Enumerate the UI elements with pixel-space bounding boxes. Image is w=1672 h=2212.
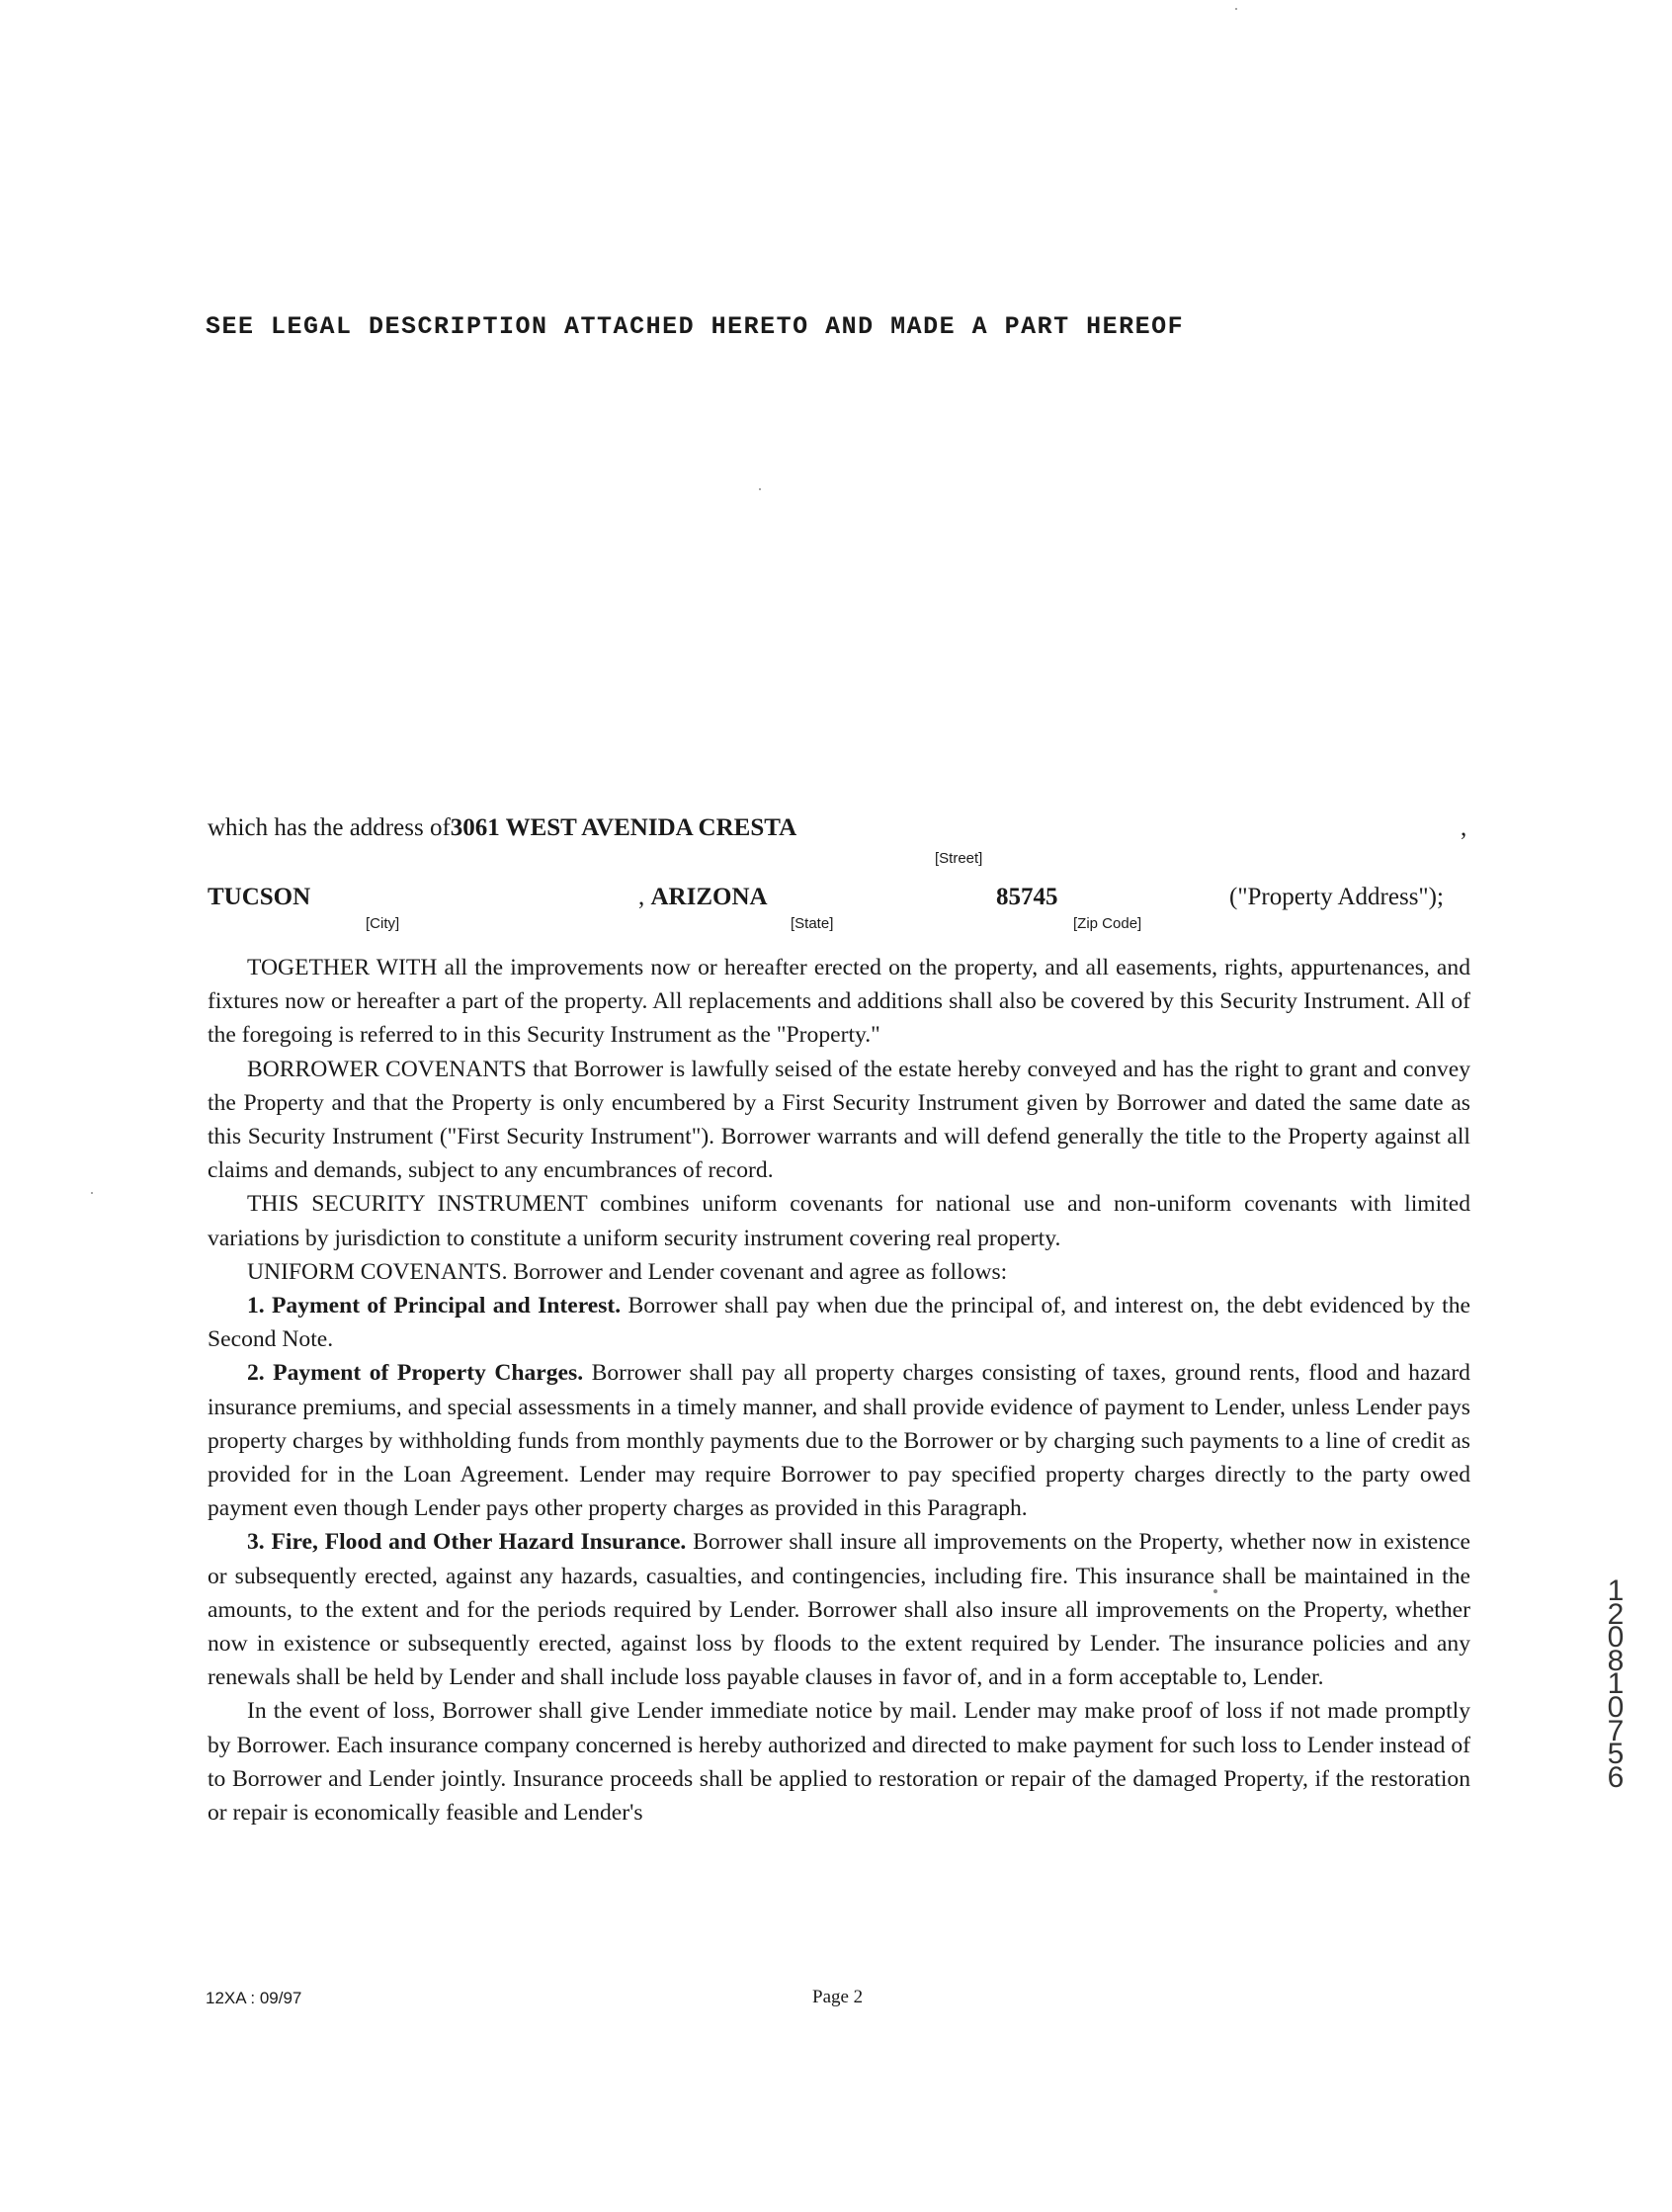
heading-hazard-insurance: 3. Fire, Flood and Other Hazard Insurance. <box>247 1529 687 1556</box>
recording-number: 12081 0756 <box>1607 1574 1625 1794</box>
heading-payment-principal: 1. Payment of Principal and Interest. <box>247 1293 622 1319</box>
form-code: 12XA : 09/97 <box>206 1989 302 2007</box>
legal-description-notice: SEE LEGAL DESCRIPTION ATTACHED HERETO AND MADE A PART HEREOF <box>206 312 1185 341</box>
paragraph-property-charges: 2. Payment of Property Charges. Borrower shall pay all property charges consisting of taxes, ground rents, flood and hazard insurance premiums, and special assessments in a timely manner, and shall provide evidence of payment to Lender, unless Lender pays property charges by withholding funds from monthly payments due to the Borrower or by charging such payments to a line of credit as provided for in the Loan Agreement. Lender may require Borrower to pay specified property charges directly to the party owed payment even though Lender pays other property charges as provided in this Paragraph. <box>208 1360 1470 1522</box>
state: ARIZONA <box>650 884 768 910</box>
paragraph-security-instrument: THIS SECURITY INSTRUMENT combines uniform covenants for national use and non-uniform covenants with limited variations by jurisdiction to constitute a uniform security instrument covering real property. <box>208 1191 1470 1251</box>
street-caption: [Street] <box>935 850 983 867</box>
zip-caption: [Zip Code] <box>1073 915 1142 932</box>
heading-property-charges: 2. Payment of Property Charges. <box>247 1360 584 1387</box>
scan-speck <box>1213 1589 1217 1593</box>
city: TUCSON <box>208 884 311 910</box>
street-trailing-comma: , <box>1461 814 1467 841</box>
paragraph-uniform-covenants: UNIFORM COVENANTS. Borrower and Lender covenant and agree as follows: <box>247 1258 1008 1285</box>
address-prefix-line <box>208 814 796 842</box>
covenants-body <box>208 951 1470 1829</box>
paragraph-together-with: TOGETHER WITH all the improvements now or hereafter erected on the property, and all easements, rights, appurtenances, and fixtures now or hereafter a part of the property. All replacements and additions shall also be covered by this Security Instrument. All of the foregoing is referred to in this Security Instrument as the "Property." <box>208 955 1470 1049</box>
state-separator: , ARIZONA <box>638 884 768 910</box>
property-address-designation: ("Property Address"); <box>1229 884 1444 910</box>
paragraph-event-of-loss: In the event of loss, Borrower shall give Lender immediate notice by mail. Lender may make proof of loss if not made promptly by Borrower. Each insurance company concerned is hereby authorized and directed to make payment for such loss to Lender instead of to Borrower and Lender jointly. Insurance proceeds shall be applied to restoration or repair of the damaged Property, if the restoration or repair is economically feasible and Lender's <box>208 1698 1470 1827</box>
state-caption: [State] <box>791 915 834 932</box>
scan-speck <box>759 488 761 490</box>
address-prefix: which has the address of <box>208 814 451 841</box>
paragraph-payment-principal: 1. Payment of Principal and Interest. Borrower shall pay when due the principal of, and interest on, the debt evidenced by the Second Note. <box>208 1293 1470 1353</box>
street-address: 3061 WEST AVENIDA CRESTA <box>450 814 797 841</box>
city-caption: [City] <box>366 915 400 932</box>
paragraph-borrower-covenants: BORROWER COVENANTS that Borrower is lawfully seised of the estate hereby conveyed and has the right to grant and convey the Property and that the Property is only encumbered by a First Security Instrument given by Borrower and dated the same date as this Security Instrument ("First Security Instrument"). Borrower warrants and will defend generally the title to the Property against all claims and demands, subject to any encumbrances of record. <box>208 1056 1470 1184</box>
paragraph-hazard-insurance: 3. Fire, Flood and Other Hazard Insurance. Borrower shall insure all improvements on the Property, whether now in existence or subsequently erected, against any hazards, casualties, and contingencies, including fire. This insurance shall be maintained in the amounts, to the extent and for the periods required by Lender. Borrower shall also insure all improvements on the Property, whether now in existence or subsequently erected, against loss by floods to the extent required by Lender. The insurance policies and any renewals shall be held by Lender and shall include loss payable clauses in favor of, and in a form acceptable to, Lender. <box>208 1529 1470 1691</box>
scan-speck <box>91 1192 93 1194</box>
scan-speck <box>1235 8 1237 10</box>
page-number: Page 2 <box>812 1987 864 2007</box>
zip-code: 85745 <box>996 884 1058 910</box>
